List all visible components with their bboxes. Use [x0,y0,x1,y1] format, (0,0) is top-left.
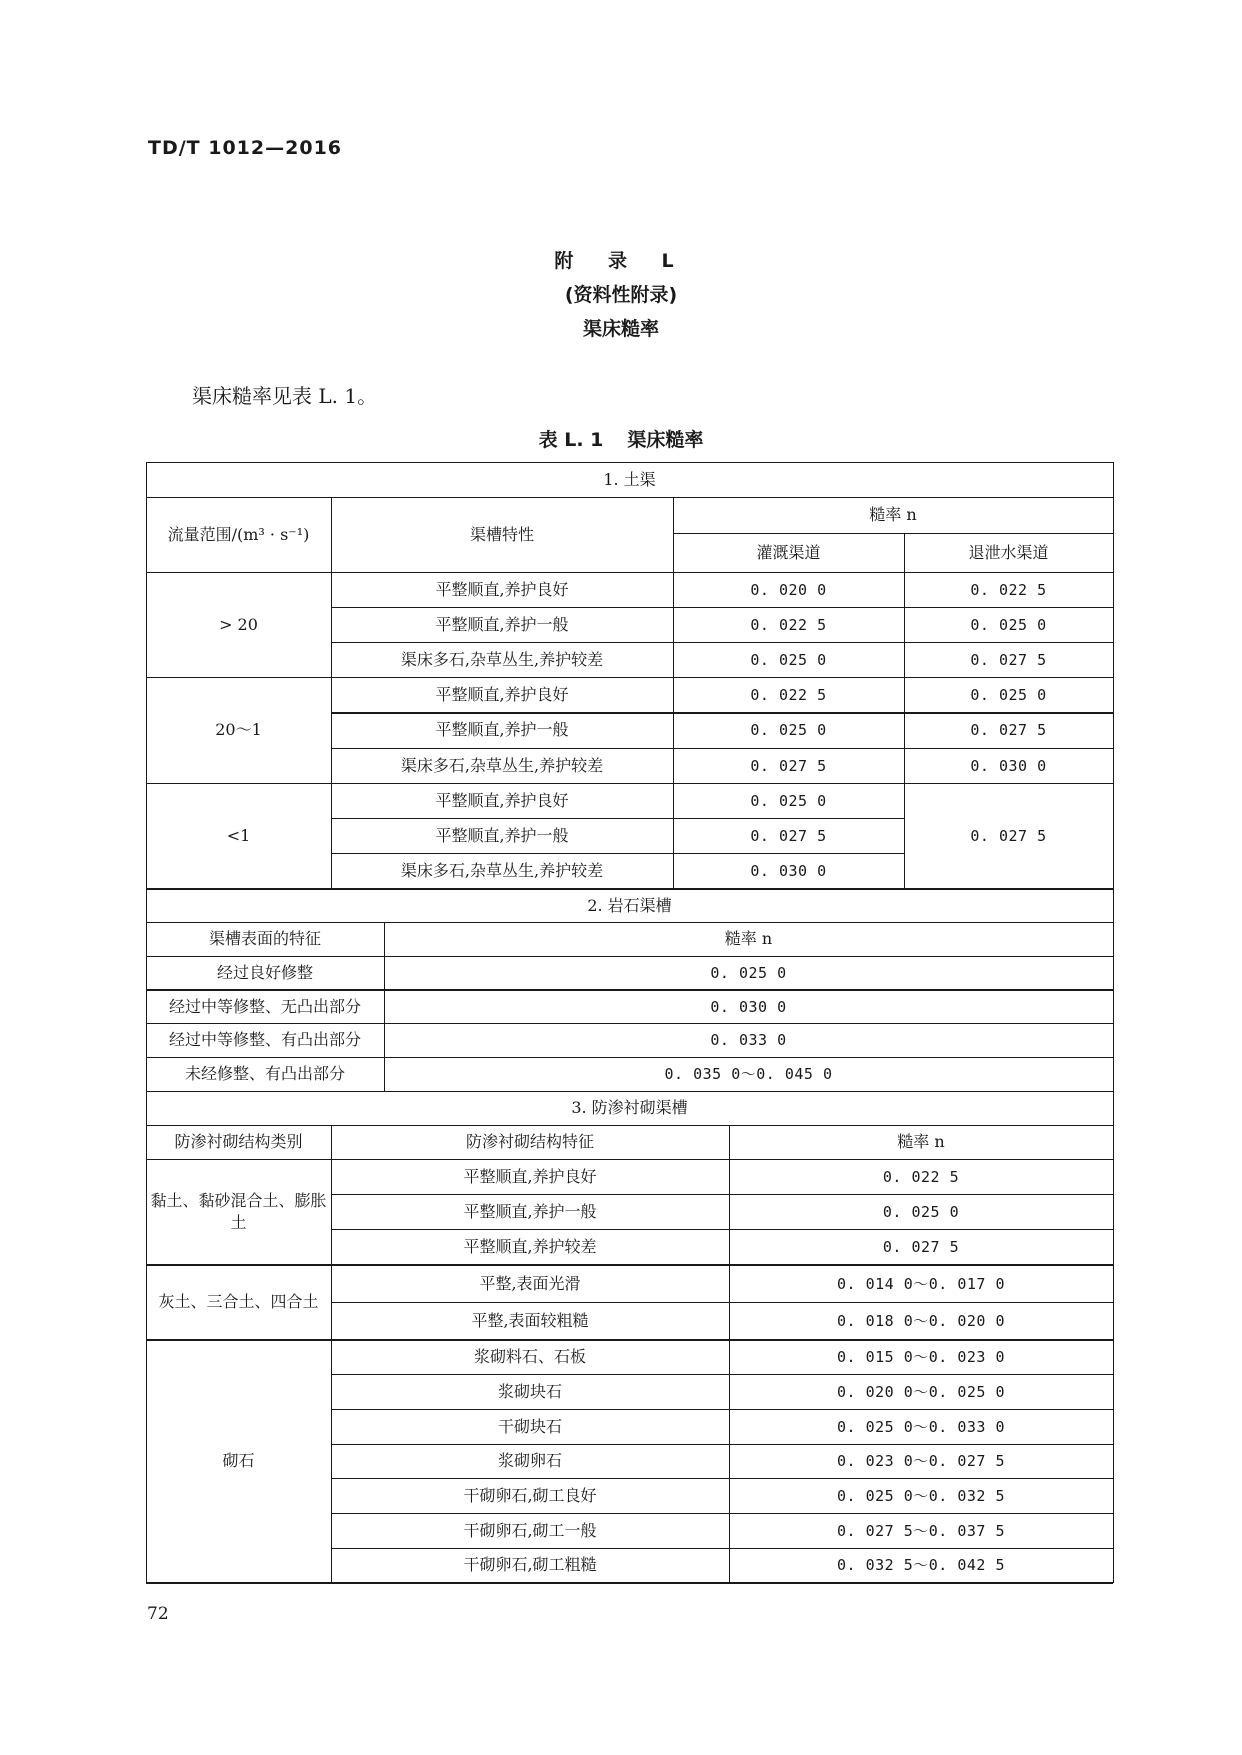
roughness-n-cell-text: 0. 020 0～0. 025 0 [837,1382,1005,1401]
table-rule [729,1125,730,1583]
table-rule [146,1159,1113,1160]
channel-feature-cell [331,678,673,713]
roughness-n-cell-text: 0. 025 0 [882,1203,960,1222]
flow-range-cell-text: > 20 [219,614,258,634]
roughness-n-cell-text: 0. 023 0～0. 027 5 [837,1452,1005,1471]
table-rule [331,1229,1113,1230]
lining-feature-cell-text: 平整顺直,养护良好 [463,1166,597,1186]
section3-title [146,1091,1113,1125]
standard-id: TD/T 1012—2016 [148,137,343,159]
channel-feature-cell [331,642,673,677]
roughness-n-cell [729,1340,1113,1375]
table-rule [331,1513,1113,1514]
table-rule [146,922,1113,923]
header-roughness-n-text: 糙率 n [869,505,917,524]
irrigation-n-cell [673,607,904,642]
lining-feature-cell [331,1195,729,1230]
header-roughness-n [729,1125,1113,1159]
roughness-n-cell-text: 0. 032 5～0. 042 5 [837,1556,1005,1575]
roughness-n-cell-text: 0. 027 5 [882,1238,960,1257]
lining-type-cell-text: 黏土、黏砂混合土、膨胀土 [150,1191,327,1233]
table-rule [673,533,1113,534]
table-rule [331,1302,1113,1303]
table-rule [331,1444,1113,1445]
section2-title [146,889,1113,923]
lining-feature-cell [331,1302,729,1340]
table-rule [146,1057,1113,1058]
roughness-n-cell [384,956,1113,990]
roughness-n-cell [384,1024,1113,1058]
lining-feature-cell [331,1265,729,1303]
irrigation-n-cell [673,783,904,818]
page-number: 72 [147,1604,169,1624]
lining-feature-cell [331,1444,729,1479]
roughness-n-cell-text: 0. 030 0 [710,997,787,1016]
channel-feature-cell [331,783,673,818]
channel-feature-cell [331,748,673,783]
lining-feature-cell [331,1230,729,1265]
header-surface-feature-text: 渠槽表面的特征 [208,929,321,949]
irrigation-n-cell-text: 0. 025 0 [750,650,827,669]
table-rule [673,497,674,889]
irrigation-n-cell [673,748,904,783]
table-rule [146,677,1113,678]
table-rule [146,1264,1113,1265]
drainage-n-cell-text: 0. 027 5 [970,826,1047,845]
table-rule [904,533,905,889]
header-channel-feature [331,497,673,572]
surface-feature-cell-text: 经过良好修整 [216,963,313,983]
roughness-n-cell-text: 0. 035 0～0. 045 0 [664,1065,833,1084]
section1-title-text: 1. 土渠 [603,469,656,489]
surface-feature-cell-text: 未经修整、有凸出部分 [184,1064,345,1084]
table-rule [146,1023,1113,1024]
header-drainage-text: 退泄水渠道 [968,542,1049,562]
table-caption [0,425,1242,452]
roughness-n-cell [729,1230,1113,1265]
header-roughness-n-text: 糙率 n [897,1132,945,1152]
header-lining-type-text: 防渗衬砌结构类别 [174,1132,303,1152]
channel-feature-cell-text: 渠床多石,杂草丛生,养护较差 [400,755,604,775]
table-rule [146,1339,1113,1340]
lining-feature-cell-text: 平整顺直,养护较差 [463,1237,597,1257]
drainage-n-cell-text: 0. 027 5 [970,721,1047,740]
header-surface-feature [146,923,384,957]
roughness-n-cell [729,1409,1113,1444]
irrigation-n-cell-text: 0. 022 5 [750,615,827,634]
surface-feature-cell-text: 经过中等修整、无凸出部分 [168,996,361,1016]
roughness-n-cell [729,1195,1113,1230]
header-flow-range [146,497,331,572]
table-rule [331,642,1113,643]
irrigation-n-cell [673,642,904,677]
irrigation-n-cell-text: 0. 020 0 [750,580,827,599]
lining-feature-cell-text: 干砌块石 [497,1416,562,1436]
table-rule [146,497,1113,498]
table-rule [331,497,332,889]
table-rule [331,607,1113,608]
roughness-n-cell [729,1375,1113,1410]
intro-paragraph: 渠床糙率见表 L. 1。 [192,384,378,408]
flow-range-cell [146,678,331,784]
channel-feature-cell-text: 渠床多石,杂草丛生,养护较差 [400,861,604,881]
table-rule [331,1194,1113,1195]
header-channel-feature-text: 渠槽特性 [469,524,534,544]
section3-title-text: 3. 防渗衬砌渠槽 [571,1098,688,1118]
flow-range-cell [146,783,331,889]
table-rule [331,1478,1113,1479]
table-caption-label: 表 L. 1 [538,429,604,451]
irrigation-n-cell-text: 0. 025 0 [750,721,827,740]
roughness-n-cell-text: 0. 025 0 [710,964,787,983]
header-flow-range-text: 流量范围/(m³ · s⁻¹) [167,524,310,544]
table-rule [146,888,1113,889]
roughness-n-cell [729,1479,1113,1514]
drainage-n-cell [904,607,1113,642]
header-lining-type [146,1125,331,1159]
lining-feature-cell [331,1479,729,1514]
surface-feature-cell [146,1024,384,1058]
table-rule [146,1091,1113,1092]
irrigation-n-cell [673,818,904,853]
lining-type-cell [146,1340,331,1583]
drainage-n-cell [904,713,1113,748]
channel-feature-cell-text: 平整顺直,养护一般 [435,720,569,740]
section1-title [146,462,1113,497]
drainage-n-cell-text: 0. 025 0 [970,615,1047,634]
roughness-n-cell-text: 0. 015 0～0. 023 0 [837,1348,1005,1367]
lining-feature-cell-text: 浆砌块石 [497,1381,562,1401]
roughness-n-cell-text: 0. 027 5～0. 037 5 [837,1521,1005,1540]
lining-feature-cell-text: 浆砌料石、石板 [473,1347,586,1367]
drainage-n-cell [904,572,1113,607]
roughness-n-cell-text: 0. 014 0～0. 017 0 [837,1274,1005,1293]
appendix-name: 渠床糙率 [582,318,659,340]
surface-feature-cell [146,956,384,990]
channel-feature-cell [331,854,673,889]
header-lining-feature-text: 防渗衬砌结构特征 [465,1132,594,1152]
lining-feature-cell-text: 干砌卵石,砌工良好 [463,1486,597,1506]
irrigation-n-cell-text: 0. 027 5 [750,826,827,845]
header-roughness-n [673,497,1113,533]
irrigation-n-cell [673,854,904,889]
table-rule [146,989,1113,990]
roughness-n-cell [729,1265,1113,1303]
table-rule [331,748,1113,749]
surface-feature-cell [146,990,384,1024]
header-roughness-n-text: 糙率 n [724,929,773,949]
channel-feature-cell [331,818,673,853]
table-rule [384,923,385,1092]
channel-feature-cell-text: 平整顺直,养护良好 [435,790,569,810]
lining-feature-cell [331,1340,729,1375]
drainage-n-cell-text: 0. 022 5 [970,580,1047,599]
irrigation-n-cell [673,572,904,607]
roughness-n-cell [384,990,1113,1024]
irrigation-n-cell [673,678,904,713]
lining-feature-cell-text: 平整顺直,养护一般 [463,1202,597,1222]
header-drainage [904,533,1113,572]
lining-feature-cell-text: 干砌卵石,砌工一般 [463,1520,597,1540]
table-rule [146,783,1113,784]
irrigation-n-cell-text: 0. 030 0 [750,862,827,881]
channel-feature-cell-text: 平整顺直,养护一般 [435,614,569,634]
drainage-n-cell [904,678,1113,713]
lining-feature-cell [331,1409,729,1444]
channel-feature-cell-text: 平整顺直,养护良好 [435,685,569,705]
table-rule [146,572,1113,573]
roughness-n-cell-text: 0. 022 5 [882,1167,960,1186]
appendix-type: (资料性附录) [564,284,678,306]
table-rule [146,462,1113,463]
table-rule [146,956,1113,957]
header-irrigation-text: 灌溉渠道 [756,542,821,562]
roughness-n-cell [729,1513,1113,1548]
lining-type-cell [146,1265,331,1340]
table-rule [331,1125,332,1583]
lining-feature-cell [331,1159,729,1194]
flow-range-cell-text: 20～1 [215,720,262,740]
header-irrigation [673,533,904,572]
channel-feature-cell-text: 平整顺直,养护一般 [435,825,569,845]
table-rule [331,1548,1113,1549]
drainage-n-cell-text: 0. 025 0 [970,686,1047,705]
lining-type-cell-text: 灰土、三合土、四合土 [158,1292,319,1312]
flow-range-cell-text: <1 [226,825,251,845]
roughness-n-cell-text: 0. 025 0～0. 033 0 [837,1417,1005,1436]
table-rule [146,1582,1113,1583]
table-rule [331,1374,1113,1375]
header-lining-feature [331,1125,729,1159]
channel-feature-cell [331,713,673,748]
drainage-n-cell-text: 0. 030 0 [970,756,1047,775]
channel-feature-cell-text: 平整顺直,养护良好 [435,579,569,599]
lining-feature-cell-text: 干砌卵石,砌工粗糙 [463,1555,597,1575]
channel-feature-cell [331,607,673,642]
roughness-n-cell [729,1302,1113,1340]
lining-feature-cell-text: 平整,表面光滑 [479,1273,581,1293]
irrigation-n-cell [673,713,904,748]
roughness-n-cell-text: 0. 025 0～0. 032 5 [837,1487,1005,1506]
table-caption-title: 渠床糙率 [627,429,704,451]
lining-feature-cell [331,1375,729,1410]
surface-feature-cell [146,1057,384,1091]
lining-feature-cell [331,1513,729,1548]
table-rule [146,1125,1113,1126]
irrigation-n-cell-text: 0. 027 5 [750,756,827,775]
roughness-n-cell [729,1548,1113,1583]
lining-feature-cell [331,1548,729,1583]
lining-feature-cell-text: 浆砌卵石 [497,1451,562,1471]
lining-type-cell-text: 砌石 [222,1451,255,1471]
header-roughness-n [384,923,1113,957]
section2-title-text: 2. 岩石渠槽 [587,895,672,915]
irrigation-n-cell-text: 0. 025 0 [750,791,827,810]
appendix-title: 附 录 L [554,250,688,272]
surface-feature-cell-text: 经过中等修整、有凸出部分 [168,1030,361,1050]
lining-type-cell [146,1159,331,1265]
table-rule [331,712,1113,713]
irrigation-n-cell-text: 0. 022 5 [750,686,827,705]
drainage-n-cell [904,783,1113,889]
roughness-n-cell-text: 0. 018 0～0. 020 0 [837,1312,1005,1331]
flow-range-cell [146,572,331,678]
table-rule [331,853,904,854]
roughness-n-cell [729,1444,1113,1479]
table-rule [331,818,904,819]
table-rule [331,1409,1113,1410]
roughness-n-cell [384,1057,1113,1091]
channel-feature-cell [331,572,673,607]
roughness-n-cell-text: 0. 033 0 [710,1031,787,1050]
roughness-n-cell [729,1159,1113,1194]
drainage-n-cell [904,642,1113,677]
drainage-n-cell-text: 0. 027 5 [970,650,1047,669]
channel-feature-cell-text: 渠床多石,杂草丛生,养护较差 [400,649,604,669]
lining-feature-cell-text: 平整,表面较粗糙 [471,1311,589,1331]
drainage-n-cell [904,748,1113,783]
